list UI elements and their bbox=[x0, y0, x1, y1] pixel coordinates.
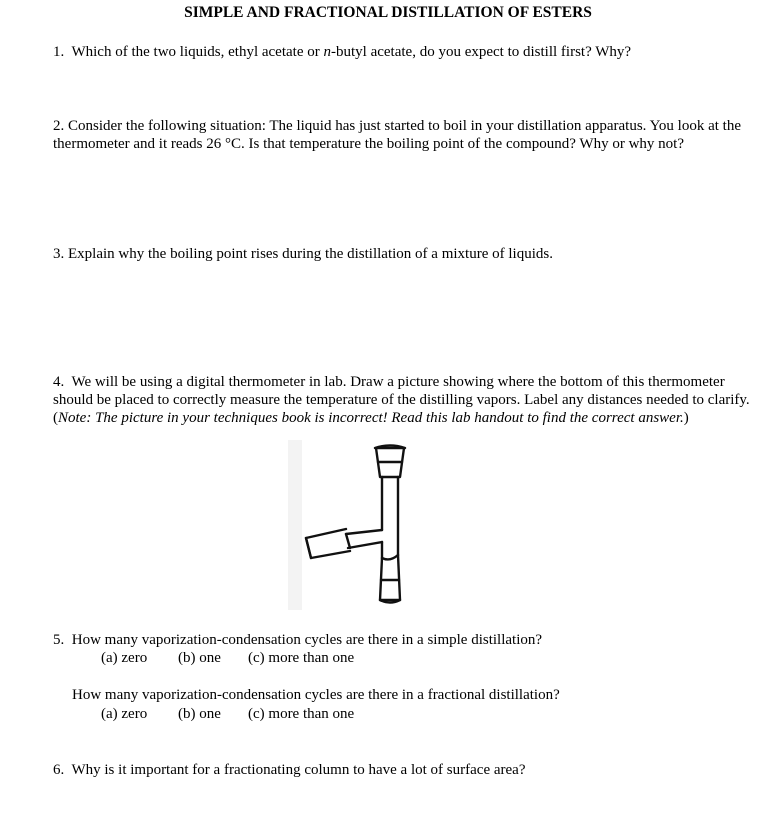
question-number: 3. bbox=[53, 246, 65, 262]
options-simple bbox=[101, 650, 354, 667]
question-number: 4. bbox=[53, 374, 65, 390]
option-a[interactable]: (a) zero bbox=[101, 706, 148, 722]
question-text: Why is it important for a fractionating column to have a lot of surface area? bbox=[71, 762, 526, 778]
page-title: SIMPLE AND FRACTIONAL DISTILLATION OF ESTERS bbox=[184, 4, 592, 21]
question-3 bbox=[53, 245, 753, 263]
question-text: How many vaporization-condensation cycles are there in a fractional distillation? bbox=[72, 687, 560, 703]
option-b[interactable]: (b) one bbox=[178, 650, 221, 666]
question-6 bbox=[53, 761, 753, 779]
question-text: Which of the two liquids, ethyl acetate or bbox=[71, 44, 324, 60]
option-a[interactable]: (a) zero bbox=[101, 650, 148, 666]
question-note: Note: The picture in your techniques book is incorrect! Read this lab handout to find the correct answer. bbox=[58, 410, 684, 426]
option-c[interactable]: (c) more than one bbox=[248, 650, 355, 666]
question-number: 1. bbox=[53, 44, 65, 60]
question-number: 2. bbox=[53, 118, 65, 134]
question-text: Explain why the boiling point rises during the distillation of a mixture of liquids. bbox=[68, 246, 553, 262]
question-text: Consider the following situation: The liquid has just started to boil in your distillation apparatus. You look at the thermometer and it reads 26 °C. Is that temperature the boiling point of the compound? Why or why not? bbox=[53, 118, 742, 152]
question-1 bbox=[53, 43, 753, 61]
question-number: 5. bbox=[53, 632, 65, 648]
question-text: We will be using a digital thermometer in lab. Draw a picture showing where the bottom of this thermometer should be placed to correctly measure the temperature of the distilling vapors. Label any distances needed to clarify. ( bbox=[53, 374, 750, 426]
options-fractional bbox=[101, 706, 354, 723]
question-text-cont: -butyl acetate, do you expect to distill first? Why? bbox=[331, 44, 632, 60]
option-b[interactable]: (b) one bbox=[178, 706, 221, 722]
note-close: ) bbox=[683, 410, 689, 426]
distillation-head-icon bbox=[288, 440, 428, 610]
question-text: How many vaporization-condensation cycles are there in a simple distillation? bbox=[71, 632, 543, 648]
question-2 bbox=[53, 117, 753, 153]
question-5 bbox=[53, 631, 753, 649]
question-number: 6. bbox=[53, 762, 65, 778]
question-4 bbox=[53, 373, 753, 427]
italic-n: n bbox=[323, 44, 331, 60]
option-c[interactable]: (c) more than one bbox=[248, 706, 355, 722]
question-5-part-2 bbox=[72, 686, 772, 704]
